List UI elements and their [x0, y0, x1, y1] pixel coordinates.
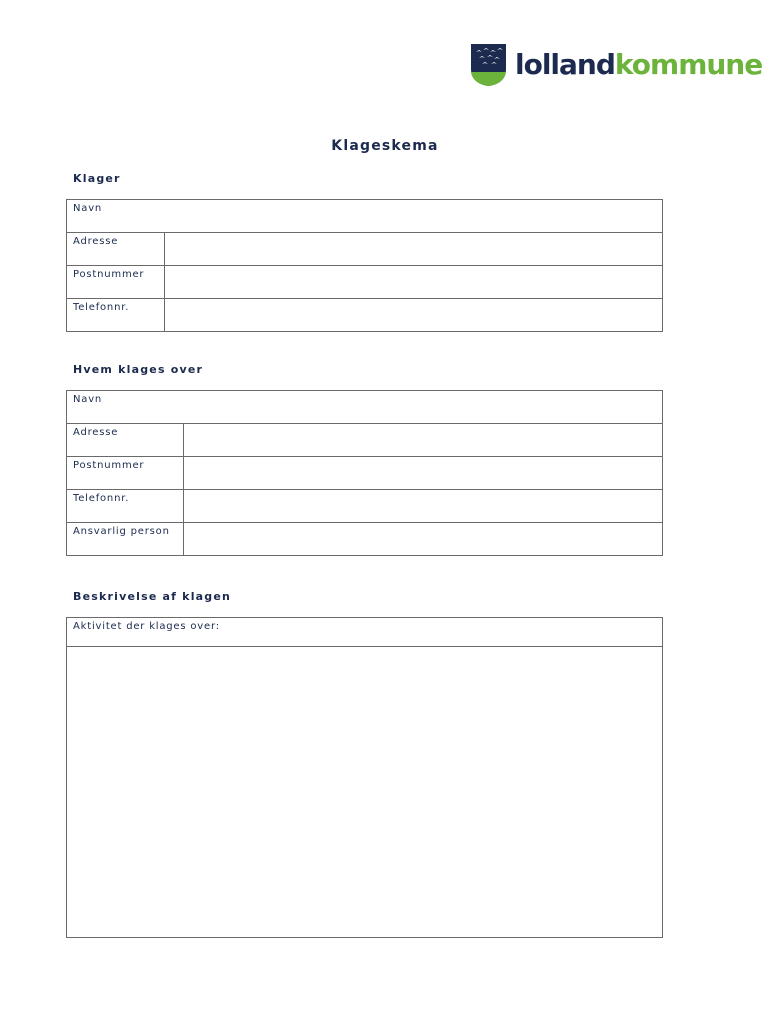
section-heading-hvem-klages-over: Hvem klages over [73, 363, 204, 376]
field-input-adresse[interactable] [165, 233, 663, 266]
field-label-telefonnr: Telefonnr. [67, 299, 165, 332]
field-input-postnummer[interactable] [184, 457, 663, 490]
table-row [67, 391, 663, 424]
logo-text-kommune: kommune [614, 48, 763, 81]
table-row [67, 523, 663, 556]
table-row [67, 299, 663, 332]
field-input-beskrivelse[interactable] [67, 647, 663, 938]
field-label-postnummer: Postnummer [67, 457, 184, 490]
field-input-adresse[interactable] [184, 424, 663, 457]
hvem-klages-over-table [66, 390, 663, 556]
logo-wordmark [515, 48, 763, 81]
coat-of-arms-icon [470, 43, 507, 87]
section-heading-beskrivelse: Beskrivelse af klagen [73, 590, 232, 603]
field-label-postnummer: Postnummer [67, 266, 165, 299]
table-row [67, 200, 663, 233]
field-input-telefonnr[interactable] [165, 299, 663, 332]
table-row [67, 233, 663, 266]
field-label-adresse: Adresse [67, 424, 184, 457]
field-input-ansvarlig-person[interactable] [184, 523, 663, 556]
field-label-ansvarlig-person: Ansvarlig person [67, 523, 184, 556]
table-row [67, 618, 663, 647]
field-navn[interactable]: Navn [67, 200, 663, 233]
logo-text-lolland: lolland [515, 48, 615, 81]
table-row [67, 457, 663, 490]
section-heading-klager: Klager [73, 172, 121, 185]
lolland-kommune-logo [470, 42, 762, 88]
field-navn[interactable]: Navn [67, 391, 663, 424]
table-row [67, 647, 663, 938]
field-input-telefonnr[interactable] [184, 490, 663, 523]
klager-table [66, 199, 663, 332]
field-label-adresse: Adresse [67, 233, 165, 266]
field-input-postnummer[interactable] [165, 266, 663, 299]
beskrivelse-table [66, 617, 663, 938]
page-title: Klageskema [331, 138, 439, 154]
field-label-telefonnr: Telefonnr. [67, 490, 184, 523]
field-label-aktivitet: Aktivitet der klages over: [67, 618, 663, 647]
table-row [67, 490, 663, 523]
table-row [67, 424, 663, 457]
table-row [67, 266, 663, 299]
